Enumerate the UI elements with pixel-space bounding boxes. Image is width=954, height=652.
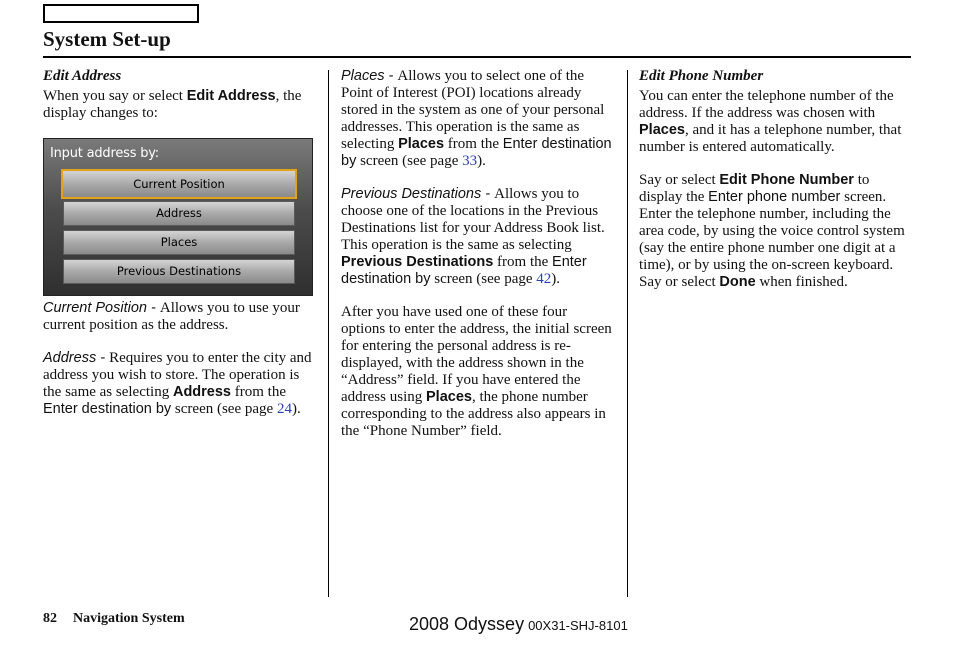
paragraph-previous-destinations (341, 186, 613, 288)
paragraph-places (341, 68, 613, 170)
column-2 (341, 68, 613, 456)
header-tab-box (43, 4, 199, 23)
text: Allows you to select one of the Point of Interest (POI) locations already stored in the system as one of your personal addresses. This operation is the same as selecting (341, 68, 605, 152)
section-heading-edit-address: Edit Address (43, 68, 122, 84)
term-edit-address: Edit Address (186, 88, 276, 104)
text: from the (444, 136, 503, 152)
term-places-bold: Places (639, 122, 685, 138)
term-edit-phone-number: Edit Phone Number (719, 172, 854, 188)
option-current-position[interactable]: Current Position (61, 169, 297, 199)
column-divider-1 (328, 70, 329, 597)
column-1 (43, 68, 315, 434)
screen-title: Input address by: (50, 146, 159, 161)
model-name: 2008 Odyssey (409, 614, 525, 634)
term-address-bold: Address (172, 384, 231, 400)
section-heading-edit-phone-number: Edit Phone Number (639, 68, 764, 84)
screen-name: Enter destination by (341, 136, 612, 169)
page-link-24[interactable]: 24 (276, 401, 292, 417)
text: , and it has a telephone number, that number is entered automatically. (639, 122, 902, 155)
term-places-bold: Places (426, 389, 472, 405)
footer-model (409, 614, 628, 635)
text: Allows you to choose one of the locations in the Previous Destinations list for your Address Book list. This operation is the same as selecting (341, 186, 605, 253)
term-previous-destinations: Previous Destinations - (341, 186, 495, 202)
page-title: System Set-up (43, 27, 171, 51)
option-previous-destinations[interactable]: Previous Destinations (63, 259, 295, 284)
title-divider (43, 56, 911, 58)
footer-page-info (43, 611, 185, 627)
input-address-screen (43, 138, 313, 296)
text: , the phone number corresponding to the address also appears in the “Phone Number” field. (341, 389, 606, 439)
text: when finished. (755, 274, 848, 290)
term-places: Places - (341, 68, 398, 84)
text: Say or select (639, 172, 720, 188)
text: ). (551, 271, 561, 287)
text: screen. Enter the telephone number, including the area code, by using the voice control system (say the entire phone number one digit at a time), or by using the on-screen keyboard. Say or select (639, 189, 905, 290)
text: to display the (639, 172, 870, 205)
screen-name: Enter destination by (43, 401, 172, 417)
text: Requires you to enter the city and address you wish to store. The operation is the same as selecting (43, 350, 312, 400)
text: screen (see page (171, 401, 277, 417)
text: from the (231, 384, 286, 400)
paragraph-phone-instructions (639, 172, 911, 291)
text: from the (493, 254, 553, 270)
footer-section: Navigation System (73, 611, 185, 626)
text: Allows you to use your current position as the address. (43, 300, 300, 333)
intro-paragraph (43, 88, 315, 122)
text: ). (291, 401, 301, 417)
paragraph-address (43, 350, 315, 418)
text: , the display changes to: (43, 88, 302, 121)
column-3 (639, 68, 911, 307)
screen-name: Enter destination by (341, 254, 587, 287)
paragraph-current-position (43, 300, 315, 334)
text: ). (477, 153, 486, 169)
text: When you say or select (43, 88, 187, 104)
text: After you have used one of these four options to enter the address, the initial screen for entering the personal address is re-displayed, with the address shown in the “Address” field. If you have entered the address using (341, 304, 612, 405)
term-previous-destinations-bold: Previous Destinations (341, 254, 494, 270)
text: screen (see page (430, 271, 537, 287)
page-link-33[interactable]: 33 (462, 153, 478, 169)
term-current-position: Current Position - (43, 300, 160, 316)
term-address: Address - (43, 350, 110, 366)
text: You can enter the telephone number of the address. If the address was chosen with (639, 88, 894, 121)
page-link-42[interactable]: 42 (536, 271, 552, 287)
option-address[interactable]: Address (63, 201, 295, 226)
paragraph-after-options (341, 304, 613, 440)
option-places[interactable]: Places (63, 230, 295, 255)
term-done: Done (719, 274, 756, 290)
document-code: 00X31-SHJ-8101 (528, 618, 628, 633)
paragraph-phone-intro (639, 88, 911, 156)
screen-name: Enter phone number (708, 189, 841, 205)
page-number: 82 (43, 611, 57, 626)
term-places-bold: Places (398, 136, 445, 152)
text: screen (see page (356, 153, 463, 169)
column-divider-2 (627, 70, 628, 597)
